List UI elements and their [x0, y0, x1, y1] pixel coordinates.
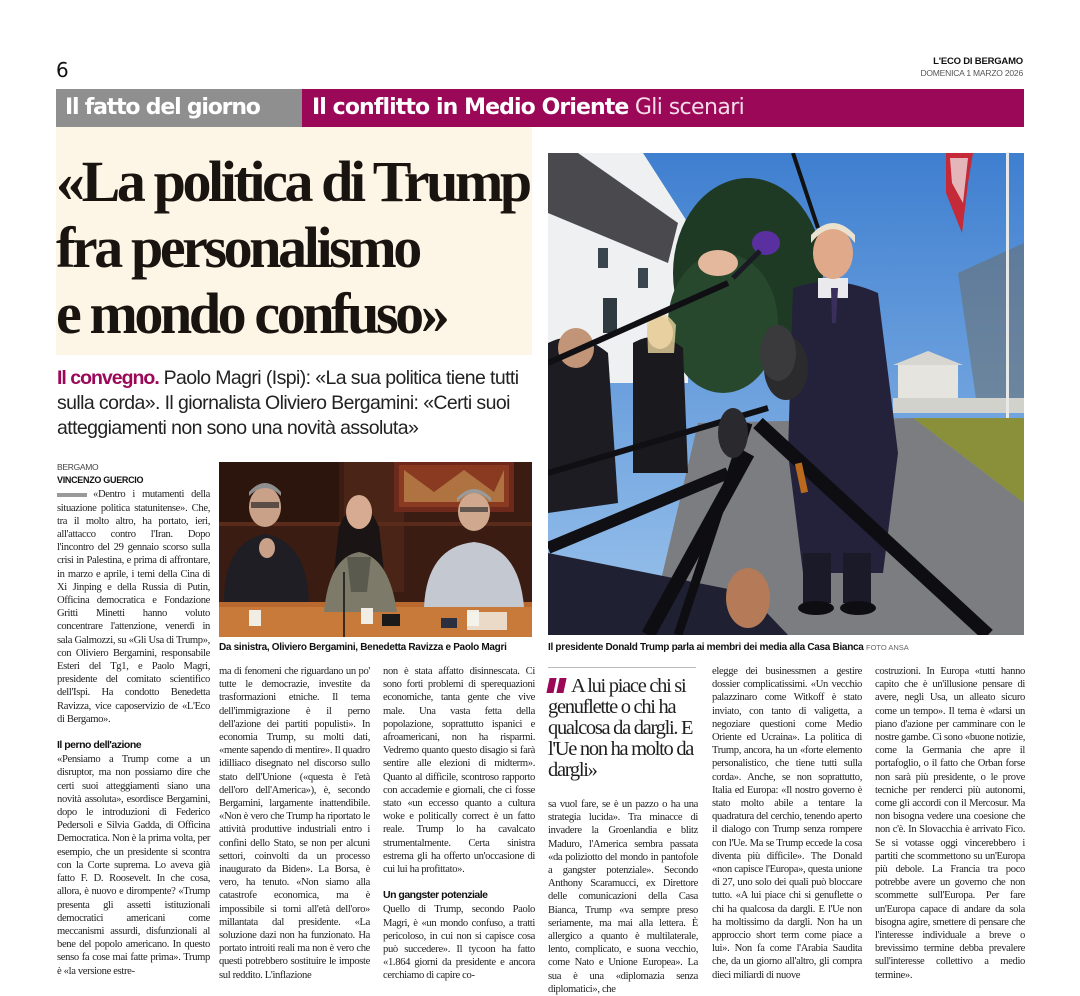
pullquote-text: A lui piace chi si genuflette o chi ha qualcosa da dargli. E l'Ue non ha molto da dargli» [548, 675, 694, 781]
article-summary [57, 366, 537, 441]
main-photo-image [548, 153, 1024, 635]
article-column-3 [383, 665, 535, 983]
body-paragraph: Quello di Trump, secondo Paolo Magri, è «un mondo confuso, a tratti pericoloso, in cui non si capisce cosa può succedere». Il tycoon ha fatto «1.864 giorni da presidente e ancora cerchiamo di capire co- [383, 904, 535, 982]
dateline: BERGAMO [57, 462, 99, 472]
masthead [920, 56, 1023, 78]
lead-paragraph: «Dentro i mutamenti della situazione politica statunitense». Che, tra il molto altro, ha portato, ieri, all'attacco contro l'Iran. Dopo l'incontro del 29 gennaio scorso sulla crisi in Palestina, e prima di affrontare, in marzo e aprile, i temi della Cina di Xi Jinping e della Russia di Putin, Officina democratica e Fondazione Gritti Minetti hanno voluto concentrare l'attenzione, venerdì in sala Galmozzi, su «Gli Usa di Trump», con Oliviero Bergamini, responsabile Esteri del Tg1, e Paolo Magri, presidente del comitato scientifico dell'Ispi. Ha condotto Benedetta Ravizza, vice caposervizio de «L'Eco di Bergamo». [57, 489, 210, 725]
headline-line: «La politica di Trump [56, 149, 529, 214]
body-paragraph: ma di fenomeni che riguardano un po' tutte le democrazie, investite da trasformazioni etniche. Il tema dell'immigrazione è il perno dell'azione dei partiti populisti». In economia Trump, su molti dati, «mente sapendo di mentire». Il quadro idilliaco disegnato nel discorso sullo stato dell'Unione («questa è l'età dell'oro dell'America»), è, secondo Bergamini, largamente inattendibile. «Non è vero che Trump ha riportato le attività produttive industriali entro i confini dello Stato, se non per alcuni settori, coinvolti da un processo inaugurato da Biden». La Borsa, è vero, ha tenuto. «Non siamo alla catastrofe economica, ma è impossibile si torni all'età dell'oro» millantata dal presidente. «La soluzione dazi non ha funzionato. Ha portato introiti reali ma non è vero che questi potrebbero sostituire le imposte sul reddito. L'inflazione [219, 666, 370, 981]
panel-photo-caption: Da sinistra, Oliviero Bergamini, Benedetta Ravizza e Paolo Magri [219, 642, 507, 653]
topic-title: Il conflitto in Medio Oriente [312, 95, 629, 120]
lead-bar-icon [57, 493, 87, 497]
main-photo-caption [548, 642, 909, 653]
panel-photo-image [219, 462, 532, 637]
headline-line: fra personalismo [56, 215, 419, 280]
article-column-1 [57, 461, 210, 978]
pullquote [548, 676, 698, 781]
panel-photo [219, 462, 532, 637]
newspaper-name: L'ECO DI BERGAMO [933, 56, 1023, 67]
body-paragraph: sa vuol fare, se è un pazzo o ha una strategia lucida». Tra minacce di invadere la Groenlandia e blitz Maduro, l'America sembra passata «da poliziotto del mondo in pantofole a gangster potenziale». Secondo Anthony Scaramucci, ex Direttore delle comunicazioni della Casa Bianca, Trump «va sempre preso seriamente, ma mai alla lettera. È allergico a quanto è multilaterale, lento, complicato, e suona vecchio, come Nato e Unione Europea». La sua è una «diplomazia senza diplomatici», che [548, 799, 698, 995]
body-paragraph: non è stata affatto disinnescata. Ci sono forti problemi di sperequazioni economiche, tanta gente che vive male. Una vasta fetta della popolazione, soprattutto ispanici e afroamericani, non ha risparmi. Vedremo quanto questo disagio si farà sentire alle elezioni di midterm». Quanto al difficile, scontroso rapporto con accademie e giornali, che ci fosse stato «un eccesso quanto a cultura woke e politically correct è un fatto reale. Trump lo ha cavalcato strumentalmente. Certa sinistra estrema gli ha offerto un'occasione di cui lui ha profittato». [383, 666, 535, 876]
headline-box [56, 127, 532, 355]
section-label: Il fatto del giorno [56, 89, 302, 127]
issue-date: DOMENICA 1 MARZO 2026 [920, 68, 1023, 78]
summary-text: Paolo Magri (Ispi): «La sua politica tiene tutti sulla corda». Il giornalista Oliviero Bergamini: «Certi suoi atteggiamenti non sono una novità assoluta» [57, 367, 519, 439]
article-column-5 [712, 665, 862, 982]
summary-kicker: Il convegno. [57, 367, 159, 389]
subhead: Un gangster potenziale [383, 889, 488, 902]
body-paragraph: «Pensiamo a Trump come a un disruptor, ma non possiamo dire che certi suoi atteggiamenti siano una novità assoluta», esordisce Bergamini, dopo le introduzioni di Federico Pedersoli e Silvia Gadda, di Officina Democratica. Non è la prima volta, per esempio, che un presidente si scontra con la Corte suprema. Lo aveva già fatto F. D. Roosevelt. In che cosa, allora, è nuovo e dirompente? «Trump presenta gli assetti istituzionali democratici americani come meccanismi assurdi, disfunzionali al bene del popolo americano. In questo senso fa cose mai fatte prima». Trump è «la versione estre- [57, 754, 210, 977]
section-bar [56, 89, 1024, 127]
headline [56, 149, 536, 347]
photo-credit: FOTO ANSA [866, 643, 909, 652]
page-number: 6 [56, 58, 69, 82]
pullquote-divider [548, 667, 696, 668]
subhead: Il perno dell'azione [57, 739, 142, 752]
body-paragraph: costruzioni. In Europa «tutti hanno capito che è un'illusione pensare di avere, negli Usa, un alleato sicuro come un tempo». Il tema è «darsi un piano d'azione per camminare con le nostre gambe. Ci sono «buone notizie, come la Germania che apre il portafoglio, o il fatto che Orban forse non sarà più presidente, o le prove tecniche per renderci più autonomi, come gli accordi con il Mercosur. Ma non bisogna vedere una coesione che non c'è. In Slovacchia è arrivato Fico. Se si votasse oggi vincerebbero i partiti che scommettono su un'Europa più debole. La Francia tra poco potrebbe avere un governo che non scommette sull'Europa. Per fare un'Europa capace di andare da sola bisogna agire, smettere di pensare che l'interesse individuale a breve o brevissimo termine debba prevalere sull'interesse collettivo a medio termine». [875, 666, 1025, 981]
topic-subtitle: Gli scenari [634, 95, 745, 120]
article-column-6 [875, 665, 1025, 982]
main-photo [548, 153, 1024, 635]
topic-label [302, 89, 1024, 127]
body-paragraph: elegge dei businessmen a gestire dossier complicatissimi. «Un vecchio palazzinaro come Witkoff è stato inviato, con tanto di valigetta, a negoziare questioni come Medio Oriente ed Ucraina». La politica di Trump, ancora, ha un «forte elemento personalistico, che tiene tutti sulla corda». Anche, se non soprattutto, Italia ed Europa: «Il nostro governo è stato molto abile a tentare la quadratura del cerchio, tenendo aperto il dialogo con Trump senza rompere con l'Ue. Ma se Trump eccede la cosa diventa più difficile». The Donald «non capisce l'Europa», questa unione di 27, uno solo dei quali può bloccare tutto. «A lui piace chi si genuflette o chi ha qualcosa da dargli. E l'Ue non ha moltissimo da dargli. Non ha un approccio short term come piace a lui». Non fa come l'Arabia Saudita che, da un giorno all'altro, gli compra dieci miliardi di nuove [712, 666, 862, 981]
article-column-2 [219, 665, 370, 982]
main-photo-caption-text: Il presidente Donald Trump parla ai membri dei media alla Casa Bianca [548, 642, 864, 653]
quote-mark-icon [556, 678, 566, 693]
quote-mark-icon [546, 678, 556, 693]
byline: VINCENZO GUERCIO [57, 475, 144, 486]
article-column-4 [548, 798, 698, 996]
headline-line: e mondo confuso» [56, 281, 447, 346]
